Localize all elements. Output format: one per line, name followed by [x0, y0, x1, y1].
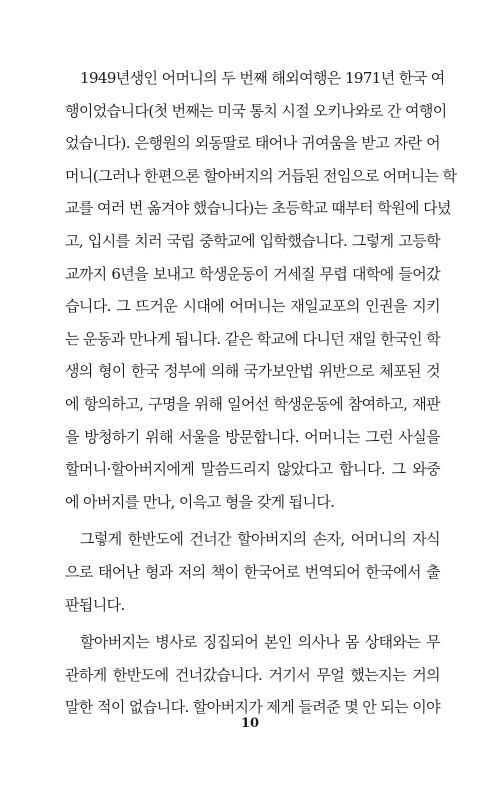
text-line: 으로 태어난 형과 저의 책이 한국어로 번역되어 한국에서 출: [65, 562, 440, 581]
page-number: 10: [240, 716, 260, 731]
text-line: 그렇게 한반도에 건너간 할아버지의 손자, 어머니의 자식: [80, 530, 440, 549]
text-line: 할머니·할아버지에게 말씀드리지 않았다고 합니다. 그 와중: [65, 460, 440, 479]
text-line: 관하게 한반도에 건너갔습니다. 거기서 무얼 했는지는 거의: [65, 665, 440, 684]
text-line: 할아버지는 병사로 징집되어 본인 의사나 몸 상태와는 무: [80, 633, 440, 652]
paragraph-3: [65, 626, 440, 724]
text-line: 말한 적이 없습니다. 할아버지가 제게 들려준 몇 안 되는 이야: [65, 698, 441, 717]
text-line: 판됩니다.: [65, 595, 125, 614]
paragraph-2: [65, 523, 440, 621]
text-line: 머니(그러나 한편으론 할아버지의 거듭된 전임으로 어머니는 학: [65, 166, 457, 185]
text-line: 에 항의하고, 구명을 위해 일어선 학생운동에 참여하고, 재판: [65, 394, 440, 413]
text-line: 었습니다). 은행원의 외동딸로 태어나 귀여움을 받고 자란 어: [65, 134, 440, 153]
text-line: 생의 형이 한국 정부에 의해 국가보안법 위반으로 체포된 것: [65, 362, 440, 381]
text-line: 을 방청하기 위해 서울을 방문합니다. 어머니는 그런 사실을: [65, 427, 440, 446]
text-line: 교까지 6년을 보내고 학생운동이 거세질 무렵 대학에 들어갔: [65, 264, 440, 283]
text-line: 1949년생인 어머니의 두 번째 해외여행은 1971년 한국 여: [80, 69, 445, 87]
text-line: 교를 여러 번 옮겨야 했습니다)는 초등학교 때부터 학원에 다녔: [65, 199, 451, 218]
paragraph-1: [65, 62, 457, 518]
text-line: 행이었습니다(첫 번째는 미국 통치 시절 오키나와로 간 여행이: [65, 101, 447, 120]
body-text: [65, 62, 457, 724]
text-line: 습니다. 그 뜨거운 시대에 어머니는 재일교포의 인권을 지키: [65, 297, 440, 316]
text-line: 는 운동과 만나게 됩니다. 같은 학교에 다니던 재일 한국인 학: [65, 329, 441, 348]
text-line: 고, 입시를 치러 국립 중학교에 입학했습니다. 그렇게 고등학: [65, 231, 440, 250]
text-line: 에 아버지를 만나, 이윽고 형을 갖게 됩니다.: [65, 492, 335, 511]
